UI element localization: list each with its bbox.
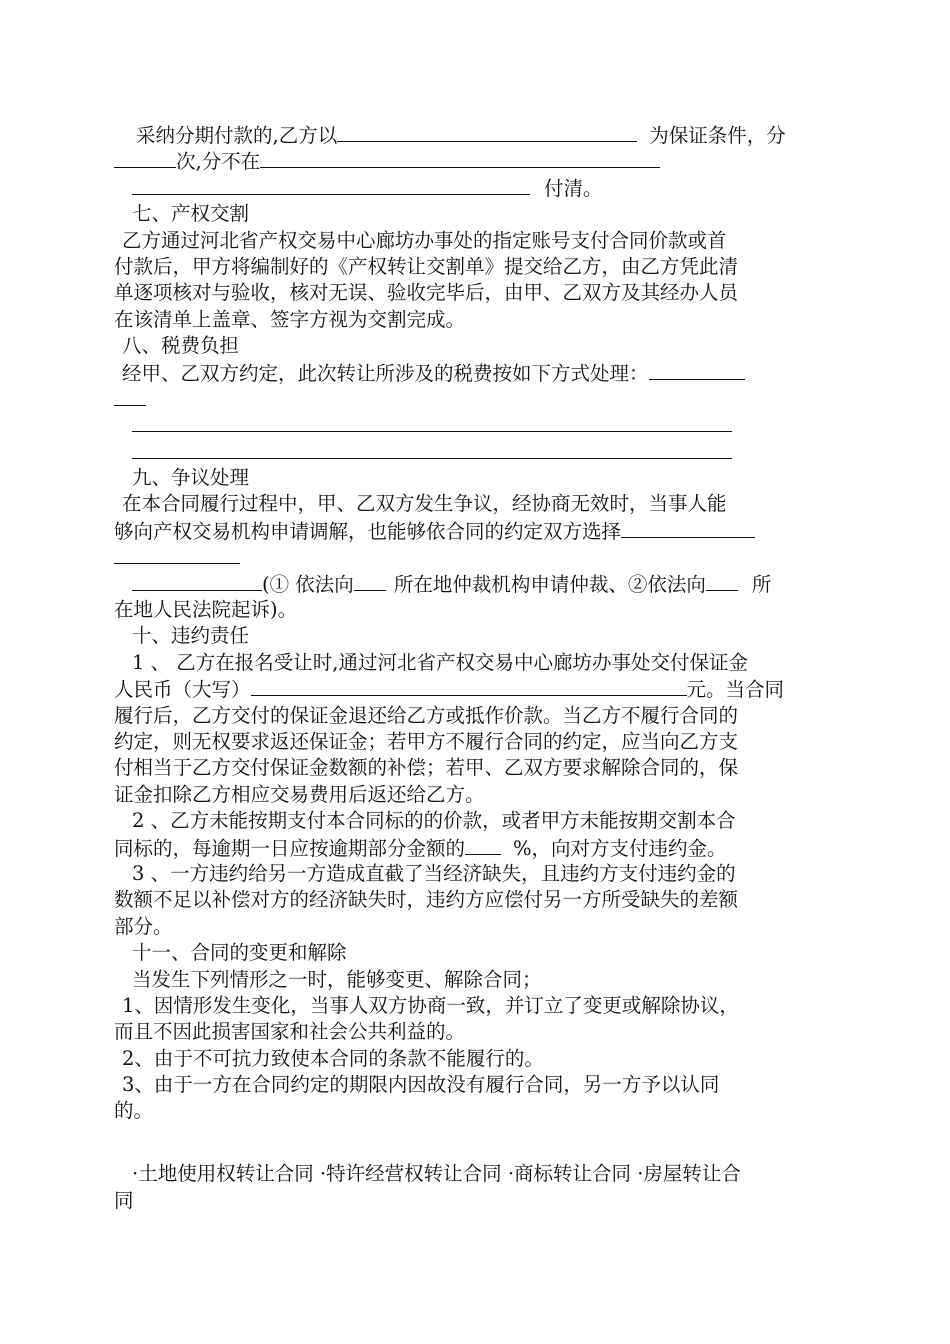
section-body-line: 乙方通过河北省产权交易中心廊坊办事处的指定账号支付合同价款或首 (122, 228, 727, 252)
section-heading: 七、产权交割 (132, 202, 250, 226)
related-links-tail[interactable]: 同 (114, 1188, 134, 1212)
section-body-line: 在本合同履行过程中，甲、乙双方发生争议，经协商无效时，当事人能 (122, 492, 727, 516)
related-link[interactable]: ·特许经营权转让合同 (319, 1162, 502, 1186)
blank-line (114, 386, 832, 412)
tax-method-blank[interactable] (132, 412, 732, 432)
dispute-choice-blank[interactable] (132, 571, 262, 591)
payment-period-blank[interactable] (260, 148, 660, 168)
tax-method-blank[interactable] (114, 386, 146, 406)
section-body-line: 数额不足以补偿对方的经济缺失时，违约方应偿付另一方所受缺失的差额 (114, 888, 739, 912)
dispute-choice-blank[interactable] (114, 544, 240, 564)
section-body-line: 部分。 (114, 914, 173, 938)
section-body-line: 证金扣除乙方相应交易费用后返还给乙方。 (114, 782, 485, 806)
section-body-line: 而且不因此损害国家和社会公共利益的。 (114, 1020, 466, 1044)
deposit-amount-blank[interactable] (251, 676, 687, 696)
section-body-line: 1 、 乙方在报名受让时,通过河北省产权交易中心廊坊办事处交付保证金 (132, 650, 749, 674)
section-heading: 十、违约责任 (132, 624, 250, 648)
penalty-rate-blank[interactable] (465, 835, 501, 855)
section-body-line: 经甲、乙双方约定，此次转让所涉及的税费按如下方式处理： (114, 360, 832, 386)
related-link[interactable]: ·土地使用权转让合同 (132, 1162, 314, 1186)
blank-line (114, 439, 832, 465)
section-heading: 十一、合同的变更和解除 (132, 941, 347, 965)
section-heading: 八、税费负担 (122, 334, 240, 358)
court-location-blank[interactable] (706, 571, 738, 591)
guarantee-condition-blank[interactable] (337, 122, 637, 142)
payment-deadline-blank[interactable] (132, 175, 530, 195)
payment-line-1 (114, 122, 832, 148)
section-body-line: 3、由于一方在合同约定的期限内因故没有履行合同，另一方予以认同 (122, 1073, 720, 1097)
section-body-line: 在该清单上盖章、签字方视为交割完成。 (114, 307, 466, 331)
section-body-line: 够向产权交易机构申请调解，也能够依合同的约定双方选择 (114, 518, 832, 544)
tax-method-blank[interactable] (132, 439, 732, 459)
section-body-line: (① 依法向 所在地仲裁机构申请仲裁、②依法向 所 (114, 571, 832, 597)
arbitration-location-blank[interactable] (354, 571, 386, 591)
payment-line-2 (114, 148, 832, 174)
section-body-line: 约定，则无权要求返还保证金；若甲方不履行合同的约定，应当向乙方支 (114, 729, 739, 753)
tax-method-blank[interactable] (649, 360, 745, 380)
related-link[interactable]: ·商标转让合同 (507, 1162, 632, 1186)
blank-line (114, 544, 832, 570)
section-body-line: 的。 (114, 1099, 154, 1123)
section-body-line: 单逐项核对与验收，核对无误、验收完毕后，由甲、乙双方及其经办人员 (114, 281, 739, 305)
section-body-line: 履行后，乙方交付的保证金退还给乙方或抵作价款。当乙方不履行合同的 (114, 703, 739, 727)
related-link[interactable]: ·房屋转让合 (637, 1162, 741, 1186)
payment-line-3 (114, 175, 832, 201)
section-body-line: 付款后，甲方将编制好的《产权转让交割单》提交给乙方，由乙方凭此清 (114, 254, 739, 278)
section-body-line: 1、因情形发生变化，当事人双方协商一致，并订立了变更或解除协议， (122, 993, 739, 1017)
section-body-line: 在地人民法院起诉)。 (114, 598, 298, 622)
section-body-line: 付相当于乙方交付保证金数额的补偿；若甲、乙双方要求解除合同的，保 (114, 756, 739, 780)
payment-text: 付清。 (544, 176, 603, 200)
related-links (114, 1161, 832, 1187)
payment-text: 次,分不在 (176, 150, 261, 174)
payment-text: 为保证条件，分 (649, 124, 786, 147)
payment-text: 采纳分期付款的,乙方以 (136, 124, 338, 147)
contract-document (114, 122, 832, 1214)
section-body-line: 2 、乙方未能按期支付本合同标的的价款，或者甲方未能按期交割本合 (132, 809, 736, 833)
blank-line (114, 412, 832, 438)
section-body-line: 3 、一方违约给另一方造成直截了当经济缺失，且违约方支付违约金的 (132, 861, 736, 885)
section-body-line: 当发生下列情形之一时，能够变更、解除合同； (132, 967, 542, 991)
section-body-line: 人民币（大写） 元。当合同 (114, 678, 785, 702)
section-body-line: 2、由于不可抗力致使本合同的条款不能履行的。 (122, 1046, 544, 1070)
installment-count-blank[interactable] (114, 148, 176, 168)
section-body-line: 同标的，每逾期一日应按逾期部分金额的 %，向对方支付违约金。 (114, 836, 727, 860)
dispute-choice-blank[interactable] (621, 518, 755, 538)
section-heading: 九、争议处理 (132, 466, 250, 490)
